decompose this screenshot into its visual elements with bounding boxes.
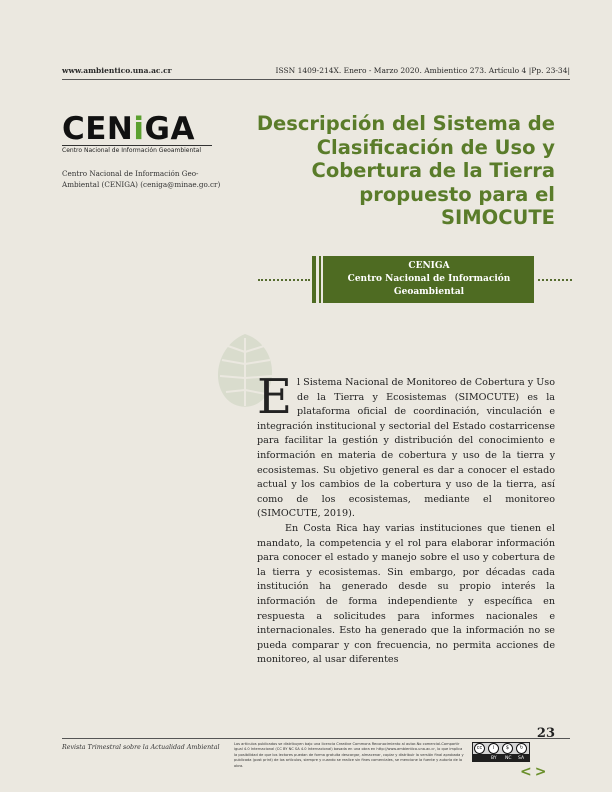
author-affiliation: Centro Nacional de Información Geo-Ambiental (CENIGA) (ceniga@minae.go.cr) [62,169,221,189]
author-short: CENIGA [408,261,450,271]
cc-icon: cc [474,743,485,754]
logo-wordmark: CENiGA [62,111,195,147]
article-body [257,369,555,668]
issn-info: ISSN 1409-214X. Enero - Marzo 2020. Ambientico 273. Artículo 4 |Pp. 23-34| [275,66,570,75]
author-text [328,260,530,299]
cc-label-nc: NC [505,756,512,761]
paragraph-1-text: l Sistema Nacional de Monitoreo de Cobertura y Uso de la Tierra y Ecosistemas (SIMOCUTE) es la plataforma oficial de coordinación, vinculación e integración institucional y sectorial del Estado costarricense para facilitar la gestión y distribución del conocimiento e información en materia de cobertura y uso de la tierra y ecosistemas. Su objetivo general es dar a conocer el estado actual y los cambios de la cobertura y uso de la tierra, así como de los ecosistemas, mediante el monitoreo (SIMOCUTE, 2019). [257,377,555,520]
article-title: Descripción del Sistema de Clasificación de Uso y Cobertura de la Tierra propuesto para el SIMOCUTE [256,112,555,229]
paragraph-2: En Costa Rica hay varias instituciones que tienen el mandato, la competencia y el rol para elaborar información para conocer el estado y manejo sobre el uso y cobertura de la tierra y ecosistemas. Sin embargo, por décadas cada institución ha generado desde su propio interés la información de forma independiente y específica en respuesta a solicitudes para informes nacionales e internacionales. Esto ha generado que la información no se pueda comparar y con frecuencia, no permita acciones de monitoreo, al usar diferentes [257,522,555,666]
drop-cap: E [257,369,293,425]
logo-subtitle: Centro Nacional de Información Geoambiental [62,145,212,154]
header [62,66,570,80]
cc-license-badge[interactable] [472,742,530,762]
paragraph-1 [257,369,555,522]
author-box [312,256,534,303]
footer-license-text: Los artículos publicados se distribuyen bajo una licencia Creative Commons Reconocimiento al autor-No comercial-Compartir igual 4.0 Internacional (CC BY NC SA 4.0 Internacional) basada en una obra en http://www.ambientico.una.ac.cr, lo que implica la posibilidad de que los lectores puedan de forma gratuita descargar, almacenar, copiar y distribuir la versión final aprobada y publicada (post print) de los artículos, siempre y cuando se realice sin fines comerciales, se mencione la fuente y autoría de la obra. [234,742,464,768]
header-divider [62,79,570,80]
dotted-rule-right [538,279,572,281]
footer-divider [62,738,570,739]
author-box-stripe [321,256,323,303]
dotted-rule-left [258,279,310,281]
author-box-stripe [316,256,319,303]
ceniga-logo [62,112,212,154]
journal-url[interactable]: www.ambientico.una.ac.cr [62,66,172,75]
sa-icon: ↻ [516,743,527,754]
author-full: Centro Nacional de Información Geoambiental [347,274,511,297]
cc-label-by: BY [491,756,497,761]
page-number: 23 [536,726,555,741]
nc-icon: $ [502,743,513,754]
cc-label-sa: SA [518,756,525,761]
page-navigation-arrows[interactable]: <> [520,764,550,780]
footer-journal-name: Revista Trimestral sobre la Actualidad Ambiental [62,744,220,751]
by-icon: i [488,743,499,754]
